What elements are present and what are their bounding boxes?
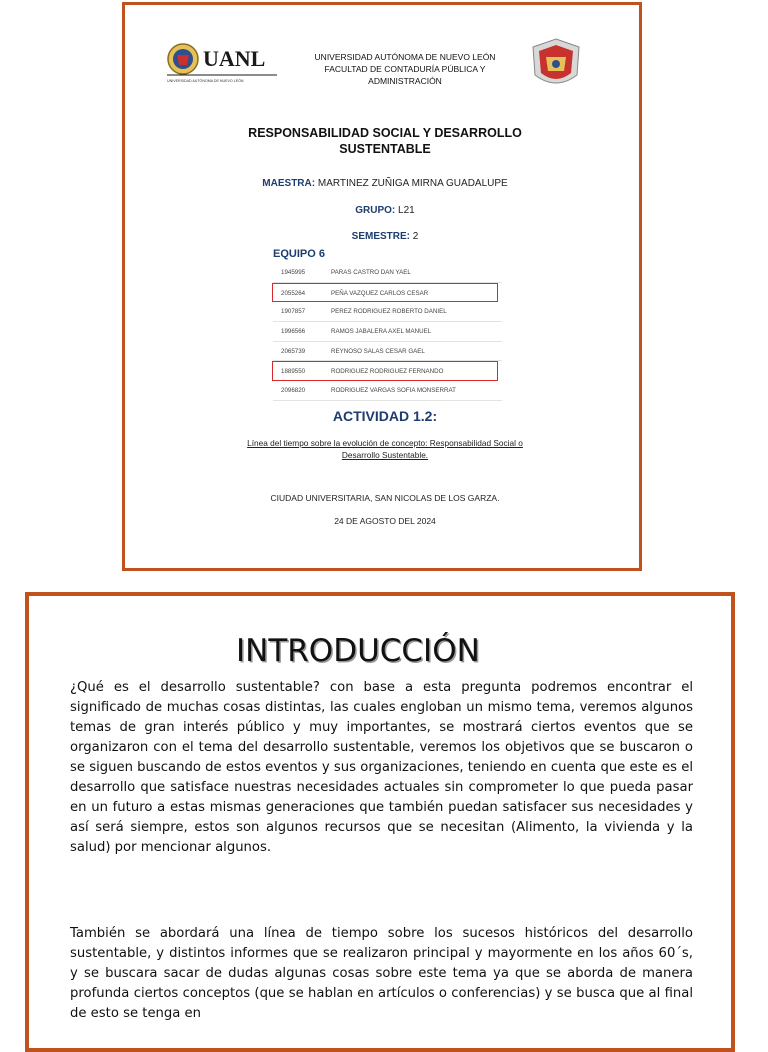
- member-id: 1996566: [281, 328, 306, 336]
- group-value: L21: [398, 205, 415, 216]
- member-id: 1889550: [281, 368, 306, 376]
- semester-line: [185, 231, 585, 242]
- member-id: 1907857: [281, 308, 306, 316]
- cover-page: [122, 2, 642, 571]
- team-member-row: [272, 283, 498, 303]
- team-member-row: [273, 381, 502, 401]
- group-label: GRUPO:: [355, 205, 396, 216]
- document-title: [185, 125, 585, 157]
- faculty-name-line1: FACULTAD DE CONTADURÍA PÚBLICA Y: [324, 64, 486, 74]
- member-name: REYNOSO SALAS CESAR GAEL: [331, 347, 425, 355]
- document-title-line2: SUSTENTABLE: [339, 142, 431, 156]
- member-name: PARAS CASTRO DAN YAEL: [331, 269, 411, 276]
- date-line: 24 DE AGOSTO DEL 2024: [334, 516, 436, 526]
- member-id: 1945995: [281, 269, 306, 276]
- member-name: RAMOS JABALERA AXEL MANUEL: [331, 328, 432, 336]
- activity-subtitle-line2: Desarrollo Sustentable.: [341, 450, 429, 460]
- document-title-line1: RESPONSABILIDAD SOCIAL Y DESARROLLO: [248, 126, 522, 140]
- institution-header: [285, 51, 525, 87]
- faculty-crest-logo: [529, 37, 583, 93]
- member-name: PEREZ RODRIGUEZ ROBERTO DANIEL: [331, 308, 447, 316]
- member-name: PEÑA VAZQUEZ CARLOS CESAR: [331, 289, 429, 297]
- semester-label: SEMESTRE:: [351, 231, 410, 242]
- activity-title: ACTIVIDAD 1.2:: [332, 408, 438, 424]
- university-name: UNIVERSIDAD AUTÓNOMA DE NUEVO LEÓN: [314, 52, 496, 62]
- team-table: [273, 263, 502, 401]
- team-member-row: [273, 263, 502, 283]
- group-line: [185, 205, 585, 216]
- introduction-paragraph-1: ¿Qué es el desarrollo sustentable? con base a esta pregunta podremos encontrar el significado de muchas cosas distintas, las cuales engloban un mismo tema, veremos algunos temas de gran interés público y muy importantes, se mostrará ciertos eventos que se organizaron con el tema del desarrollo sustentable, veremos los objetivos que se buscaron o se siguen buscando de estos eventos y sus organizaciones, teniendo en cuenta que este es el desarrollo que satisface nuestras necesidades actuales sin comprometer lo que pueda pasar en un futuro a estas mismas generaciones que también puedan satisfacer sus necesidades y así será siempre, estos son algunos recursos que se necesitan (Alimento, la vivienda y la salud) por mencionar algunos.: [70, 680, 693, 855]
- teacher-line: [185, 178, 585, 189]
- team-title: EQUIPO 6: [273, 248, 325, 260]
- team-member-row: [272, 361, 498, 381]
- semester-value: 2: [412, 231, 419, 242]
- svg-text:UANL: UANL: [203, 46, 266, 71]
- teacher-name: MARTINEZ ZUÑIGA MIRNA GUADALUPE: [317, 178, 508, 189]
- member-name: RODRIGUEZ RODRIGUEZ FERNANDO: [331, 368, 444, 376]
- member-id: 2096820: [281, 387, 306, 395]
- team-member-row: [273, 302, 502, 322]
- introduction-page: [25, 592, 735, 1052]
- member-id: 2055264: [281, 289, 306, 297]
- team-member-row: [273, 322, 502, 342]
- introduction-paragraph-2: También se abordará una línea de tiempo sobre los sucesos históricos del desarrollo sustentable, y distintos informes que se realizaron principal y mayormente en los años 60´s, y se buscara sacar de dudas algunas cosas sobre este tema ya que se aborda de manera profunda ciertos conceptos (que se hablan en artículos o conferencias) y se busca que al final de esto se tenga en: [70, 926, 693, 1021]
- activity-subtitle: [195, 437, 575, 461]
- member-id: 2065739: [281, 347, 306, 355]
- introduction-heading: INTRODUCCIÓN: [236, 633, 480, 669]
- svg-text:UNIVERSIDAD AUTÓNOMA DE NUEVO: UNIVERSIDAD AUTÓNOMA DE NUEVO LEÓN: [167, 79, 244, 83]
- team-member-row: [273, 342, 502, 362]
- activity-subtitle-line1: Línea del tiempo sobre la evolución de concepto: Responsabilidad Social o: [247, 438, 523, 448]
- city-line: CIUDAD UNIVERSITARIA, SAN NICOLAS DE LOS GARZA.: [270, 493, 500, 503]
- teacher-label: MAESTRA:: [262, 178, 316, 189]
- uanl-logo: [165, 39, 285, 85]
- member-name: RODRIGUEZ VARGAS SOFIA MONSERRAT: [331, 387, 456, 395]
- faculty-name-line2: ADMINISTRACIÓN: [368, 76, 442, 86]
